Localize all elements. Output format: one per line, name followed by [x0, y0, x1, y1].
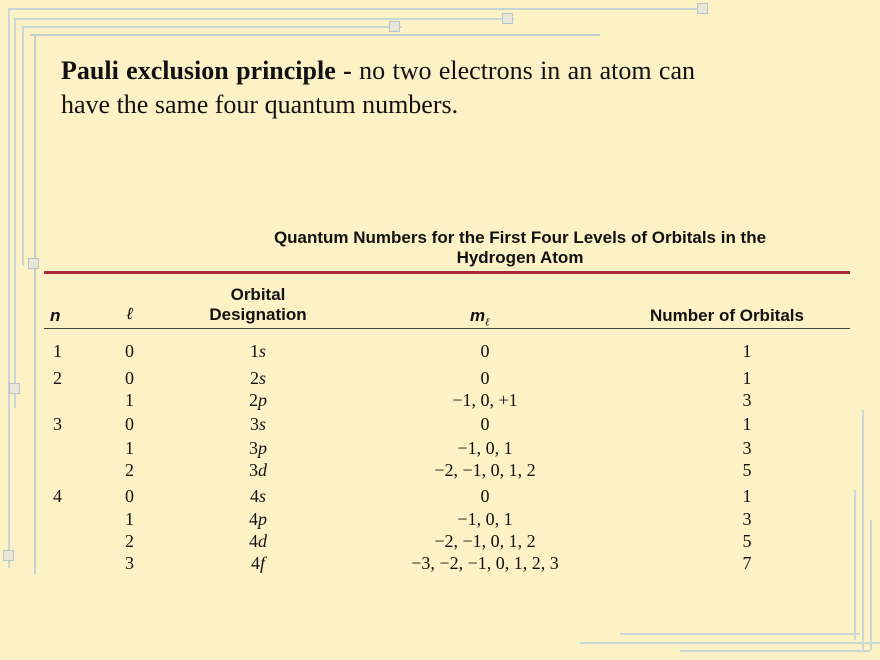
heading-term: Pauli exclusion principle - — [61, 56, 352, 85]
designation-number: 3 — [249, 438, 258, 458]
cell-count: 1 — [742, 414, 752, 434]
cell-ml: −1, 0, 1 — [457, 438, 513, 458]
cell-count: 5 — [742, 460, 752, 480]
ornament-icon — [3, 550, 14, 561]
cell-ml: −2, −1, 0, 1, 2 — [434, 531, 536, 551]
cell-l: 2 — [125, 531, 134, 551]
cell-ml: 0 — [480, 414, 490, 434]
cell-ml: −2, −1, 0, 1, 2 — [434, 460, 536, 480]
cell-designation — [218, 414, 298, 434]
header-orbital-top: Orbital — [230, 285, 286, 304]
cell-count: 3 — [742, 438, 752, 458]
cell-count: 5 — [742, 531, 752, 551]
cell-designation — [218, 553, 298, 573]
designation-number: 2 — [249, 368, 259, 388]
cell-ml: −3, −2, −1, 0, 1, 2, 3 — [411, 553, 559, 573]
designation-number: 1 — [249, 341, 259, 361]
table-title — [180, 228, 860, 268]
table-title-line1: Quantum Numbers for the First Four Levels of Orbitals in the — [273, 228, 767, 247]
cell-l: 0 — [125, 341, 134, 361]
designation-number: 4 — [249, 509, 258, 529]
table-title-line2: Hydrogen Atom — [456, 248, 584, 267]
designation-number: 4 — [249, 531, 258, 551]
designation-letter: s — [258, 341, 266, 361]
ornament-icon — [502, 13, 513, 24]
designation-number: 3 — [249, 414, 259, 434]
designation-letter: s — [258, 368, 266, 388]
cell-n: 4 — [53, 486, 62, 506]
designation-letter: p — [258, 390, 267, 410]
designation-number: 2 — [249, 390, 258, 410]
header-orbital-bottom: Designation — [209, 305, 307, 324]
cell-l: 1 — [125, 509, 134, 529]
cell-count: 1 — [742, 486, 752, 506]
cell-ml: 0 — [480, 486, 490, 506]
slide-heading — [61, 54, 695, 122]
header-ml-sub: ℓ — [485, 315, 490, 329]
cell-designation — [218, 341, 298, 361]
cell-count: 1 — [742, 368, 752, 388]
designation-number: 4 — [249, 486, 259, 506]
cell-ml: 0 — [480, 341, 490, 361]
header-count: Number of Orbitals — [650, 306, 804, 325]
cell-count: 3 — [742, 390, 752, 410]
designation-letter: s — [258, 414, 266, 434]
cell-designation — [218, 438, 298, 458]
header-orbital — [188, 285, 328, 325]
designation-letter: p — [258, 438, 267, 458]
ornament-icon — [389, 21, 400, 32]
designation-letter: s — [258, 486, 266, 506]
cell-n: 1 — [53, 341, 62, 361]
ornament-icon — [9, 383, 20, 394]
header-l: ℓ — [126, 304, 134, 324]
ornament-icon — [28, 258, 39, 269]
cell-l: 2 — [125, 460, 134, 480]
cell-designation — [218, 486, 298, 506]
cell-designation — [218, 390, 298, 410]
cell-l: 1 — [125, 390, 134, 410]
designation-letter: d — [258, 460, 267, 480]
cell-ml: −1, 0, 1 — [457, 509, 513, 529]
designation-number: 3 — [249, 460, 258, 480]
header-n: n — [50, 306, 61, 325]
cell-n: 2 — [53, 368, 62, 388]
cell-designation — [218, 460, 298, 480]
cell-count: 3 — [742, 509, 752, 529]
ornament-icon — [697, 3, 708, 14]
cell-designation — [218, 368, 298, 388]
cell-designation — [218, 531, 298, 551]
designation-letter: d — [258, 531, 267, 551]
cell-designation — [218, 509, 298, 529]
cell-count: 7 — [742, 553, 752, 573]
designation-number: 4 — [250, 553, 260, 573]
header-ml-m: m — [470, 306, 486, 325]
designation-letter: p — [258, 509, 267, 529]
title-rule — [44, 271, 850, 274]
cell-ml: −1, 0, +1 — [452, 390, 518, 410]
cell-l: 0 — [125, 368, 134, 388]
cell-l: 3 — [125, 553, 134, 573]
cell-l: 0 — [125, 414, 134, 434]
cell-l: 1 — [125, 438, 134, 458]
header-rule — [44, 328, 850, 329]
heading-definition: no two electrons in an atom can have the same four quantum numbers. — [61, 56, 695, 119]
cell-count: 1 — [742, 341, 752, 361]
cell-l: 0 — [125, 486, 134, 506]
designation-letter: f — [259, 553, 265, 573]
cell-ml: 0 — [480, 368, 490, 388]
cell-n: 3 — [53, 414, 62, 434]
